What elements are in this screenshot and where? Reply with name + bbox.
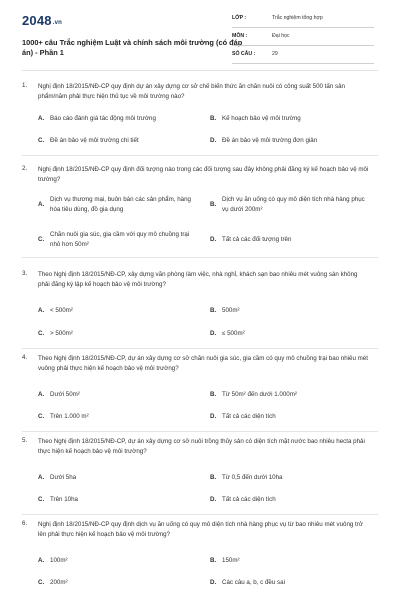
site-logo[interactable] <box>22 13 62 28</box>
option-letter: C. <box>38 579 45 586</box>
option-text: > 500m² <box>50 330 73 337</box>
question-divider <box>22 257 378 258</box>
option-text: Tất cả các đối tượng trên <box>222 236 292 243</box>
question-number: 3. <box>22 270 28 277</box>
meta-value: 29 <box>272 51 278 57</box>
option-text: Dưới 5ha <box>50 474 77 481</box>
option-letter: B. <box>210 115 217 122</box>
option-letter: B. <box>210 307 217 314</box>
option-letter: A. <box>38 201 45 208</box>
meta-value: Trắc nghiệm tổng hợp <box>272 15 323 21</box>
option-letter: D. <box>210 330 217 337</box>
question-text: Theo Nghị định 18/2015/NĐ-CP, dự án xây dựng cơ sở nuôi trồng thủy sản có diện tích mặt nước bao nhiêu hecta phải thực hiện kế hoạch bảo vệ môi trường? <box>38 438 365 455</box>
option-letter: A. <box>38 557 45 564</box>
option-text: Dịch vụ thương mại, buôn bán các sản phẩm, hàng hóa tiêu dùng, đồ gia dụng <box>50 196 191 213</box>
question-divider <box>22 431 378 432</box>
question-number: 2. <box>22 165 28 172</box>
logo-text: 2048 <box>22 13 52 28</box>
option-text: Trên 10ha <box>50 496 78 503</box>
question-text: Nghị định 18/2015/NĐ-CP quy định đối tượng nào trong các đối tượng sau đây không phải đăng ký kế hoạch bảo vệ môi trường? <box>38 166 369 183</box>
option-text: 100m² <box>50 557 68 564</box>
option-letter: C. <box>38 236 45 243</box>
option-letter: A. <box>38 307 45 314</box>
meta-label: SỐ CÂU : <box>232 51 256 57</box>
option-letter: D. <box>210 236 217 243</box>
option-text: 150m² <box>222 557 240 564</box>
question-number: 1. <box>22 82 28 89</box>
option-text: Từ 50m² đến dưới 1.000m² <box>222 391 297 398</box>
option-letter: D. <box>210 579 217 586</box>
option-text: Đề án bảo vệ môi trường chi tiết <box>50 137 139 144</box>
option-letter: B. <box>210 391 217 398</box>
option-text: Các câu a, b, c đều sai <box>222 579 285 586</box>
option-text: Tất cả các diện tích <box>222 496 276 503</box>
question-text: Theo Nghị định 18/2015/NĐ-CP, xây dựng văn phòng làm việc, nhà nghỉ, khách sạn bao nhiêu mét vuông sàn không phải đăng ký lập kế hoạch bảo vệ môi trường? <box>38 271 358 288</box>
meta-label: LỚP : <box>232 15 247 21</box>
question-text: Nghị định 18/2015/NĐ-CP quy định dịch vụ ăn uống có quy mô diện tích nhà hàng phục vụ từ bao nhiêu mét vuông trở lên phải thực hiện kế hoạch bảo vệ môi trường? <box>38 521 363 538</box>
question-divider <box>22 155 378 156</box>
option-letter: A. <box>38 115 45 122</box>
option-letter: A. <box>38 391 45 398</box>
option-text: ≤ 500m² <box>222 330 245 337</box>
option-letter: A. <box>38 474 45 481</box>
option-text: Đề án bảo vệ môi trường đơn giản <box>222 137 318 144</box>
option-text: Trên 1.000 m² <box>50 413 89 420</box>
question-divider <box>22 348 378 349</box>
header-divider <box>22 70 378 71</box>
question-text: Nghị định 18/2015/NĐ-CP quy định dự án xây dựng cơ sở chế biến thức ăn chăn nuôi có công suất 500 tấn sản phẩm/năm phải thực hiện thủ tục về môi trường nào? <box>38 83 345 100</box>
option-letter: C. <box>38 137 45 144</box>
option-text: < 500m² <box>50 307 73 314</box>
option-text: Kế hoạch bảo vệ môi trường <box>222 115 301 122</box>
option-text: Báo cáo đánh giá tác động môi trường <box>50 115 156 122</box>
option-text: Chăn nuôi gia súc, gia cầm với quy mô chuồng trại nhỏ hơn 50m² <box>50 231 190 248</box>
option-text: 500m² <box>222 307 240 314</box>
meta-row-question-count <box>232 46 374 64</box>
option-text: Dịch vụ ăn uống có quy mô diện tích nhà hàng phục vụ dưới 200m² <box>222 196 365 213</box>
option-letter: C. <box>38 330 45 337</box>
option-letter: D. <box>210 496 217 503</box>
option-letter: D. <box>210 413 217 420</box>
option-letter: D. <box>210 137 217 144</box>
option-text: Từ 0,5 đến dưới 10ha <box>222 474 283 481</box>
option-letter: B. <box>210 201 217 208</box>
option-text: 200m² <box>50 579 68 586</box>
meta-label: MÔN : <box>232 33 248 39</box>
option-letter: B. <box>210 557 217 564</box>
question-text: Theo Nghị định 18/2015/NĐ-CP, dự án xây dựng cơ sở chăn nuôi gia súc, gia cầm có quy mô chuồng trại bao nhiêu mét vuông phải thực hiện kế hoạch bảo vệ môi trường? <box>38 355 368 372</box>
document-meta <box>232 10 374 64</box>
option-text: Dưới 50m² <box>50 391 80 398</box>
meta-row-class <box>232 10 374 28</box>
option-letter: C. <box>38 413 45 420</box>
meta-row-subject <box>232 28 374 46</box>
option-letter: B. <box>210 474 217 481</box>
question-number: 5. <box>22 437 28 444</box>
logo-suffix: .vn <box>52 20 63 26</box>
meta-value: Đại học <box>272 33 290 39</box>
question-divider <box>22 514 378 515</box>
question-number: 4. <box>22 354 28 361</box>
option-text: Tất cả các diện tích <box>222 413 276 420</box>
question-number: 6. <box>22 520 28 527</box>
document-title: 1000+ câu Trắc nghiệm Luật và chính sách môi trường (có đáp án) - Phần 1 <box>22 38 243 57</box>
option-letter: C. <box>38 496 45 503</box>
